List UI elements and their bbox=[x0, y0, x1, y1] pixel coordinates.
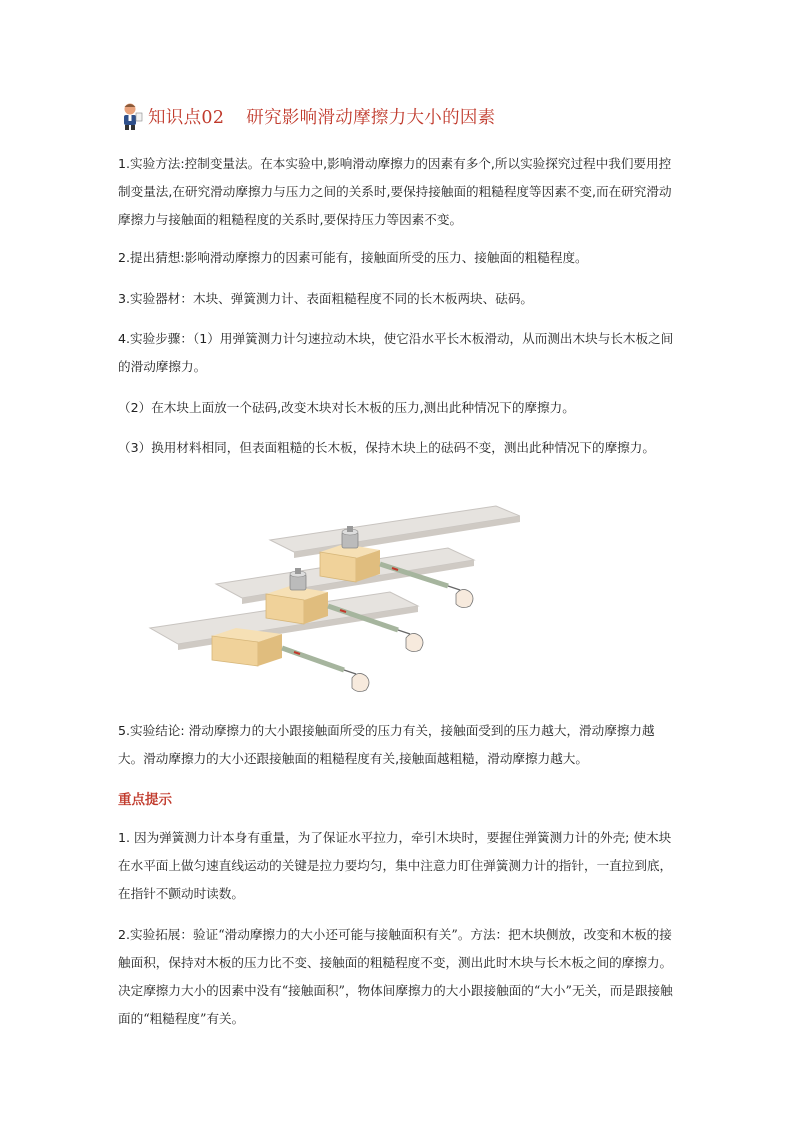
tip-2-quote-4: “粗糙程度” bbox=[143, 1011, 207, 1026]
paragraph-step-1: 4.实验步骤：（1）用弹簧测力计匀速拉动木块，使它沿水平长木板滑动，从而测出木块与长木板之间的滑动摩擦力。 bbox=[118, 331, 674, 374]
tip-2-part-1: 2.实验拓展：验证 bbox=[118, 927, 219, 942]
paragraph-step-3: （3）换用材料相同，但表面粗糙的长木板，保持木块上的砝码不变，测出此种情况下的摩擦力。 bbox=[118, 440, 655, 455]
paragraph-hypothesis: 2.提出猜想:影响滑动摩擦力的因素可能有，接触面所受的压力、接触面的粗糙程度。 bbox=[118, 250, 588, 265]
section-heading: 研究影响滑动摩擦力大小的因素 bbox=[246, 107, 496, 128]
paragraph-method: 1.实验方法:控制变量法。在本实验中,影响滑动摩擦力的因素有多个,所以实验探究过程中我们要用控制变量法,在研究滑动摩擦力与压力之间的关系时,要保持接触面的粗糙程度等因素不变,而在研究滑动摩擦力与接触面的粗糙程度的关系时,要保持压力等因素不变。 bbox=[118, 156, 672, 227]
section-number: 知识点02 bbox=[148, 107, 225, 128]
tip-2 bbox=[118, 921, 678, 1033]
section-title-row bbox=[118, 96, 495, 136]
hand-front bbox=[352, 673, 369, 691]
section-title bbox=[148, 104, 495, 129]
tip-2-part-4: 无关，而是跟接触面的 bbox=[118, 983, 673, 1026]
tip-2-quote-1: “滑动摩擦力的大小还可能与接触面积有关” bbox=[218, 927, 458, 942]
teacher-icon bbox=[118, 101, 144, 131]
key-tips-heading: 重点提示 bbox=[118, 792, 172, 808]
tip-2-quote-2: “接触面积” bbox=[281, 983, 345, 998]
wood-block-front bbox=[212, 628, 282, 666]
paragraph-materials: 3.实验器材：木块、弹簧测力计、表面粗糙程度不同的长木板两块、砝码。 bbox=[118, 291, 534, 306]
paragraph-step-2: （2）在木块上面放一个砝码,改变木块对长木板的压力,测出此种情况下的摩擦力。 bbox=[118, 400, 575, 415]
hand-back bbox=[456, 589, 473, 607]
tip-2-part-2: 。方法：把木块侧放，改变和木板的接触面积，保持对木板的压力比不变、接触面的粗糙程度不变，测出此时木块与长木板之间的摩擦力。决定摩擦力大小的因素中没有 bbox=[118, 927, 673, 998]
spring-scale-front bbox=[282, 648, 356, 674]
tip-2-quote-3: “大小” bbox=[533, 983, 572, 998]
tip-1: 1. 因为弹簧测力计本身有重量，为了保证水平拉力，牵引木块时，要握住弹簧测力计的外壳; 使木块在水平面上做匀速直线运动的关键是拉力要均匀，集中注意力盯住弹簧测力计的指针，一直拉到底，在指针不颤动时读数。 bbox=[118, 830, 673, 901]
experiment-figure bbox=[148, 502, 520, 702]
paragraph-conclusion: 5.实验结论: 滑动摩擦力的大小跟接触面所受的压力有关，接触面受到的压力越大，滑动摩擦力越大。滑动摩擦力的大小还跟接触面的粗糙程度有关,接触面越粗糙，滑动摩擦力越大。 bbox=[118, 723, 655, 766]
tip-2-part-5: 有关。 bbox=[206, 1011, 245, 1026]
hand-middle bbox=[406, 633, 423, 651]
tip-2-part-3: ，物体间摩擦力的大小跟接触面的 bbox=[344, 983, 534, 998]
board-back bbox=[270, 506, 520, 558]
